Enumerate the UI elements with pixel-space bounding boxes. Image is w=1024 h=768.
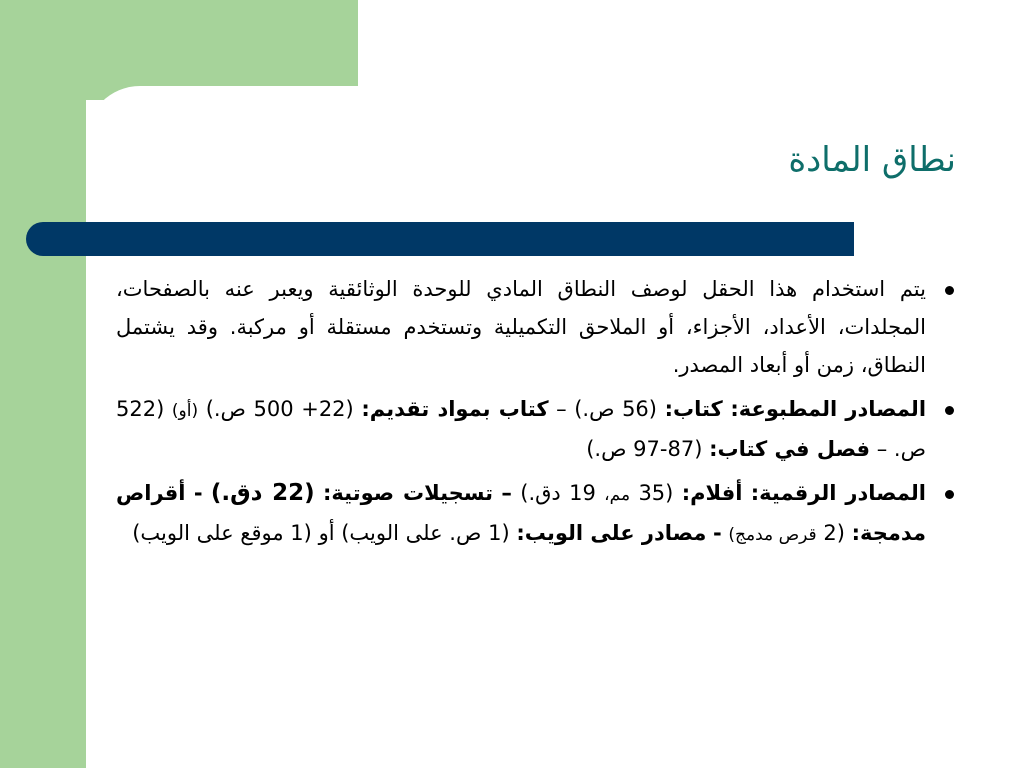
book-label: كتاب: [664,397,723,421]
bullet-text: يتم استخدام هذا الحقل لوصف النطاق المادي للوحدة الوثائقية ويعبر عنه بالصفحات، المجلدات، الأعداد، الأجزاء، أو الملاحق التكميلية وتستخدم مستقلة أو مركبة. وقد يشتمل النطاق، زمن أو أبعاد المصدر. [116,277,926,377]
chapter-label: فصل في كتاب: [709,437,871,461]
cd-value-text: قرص مدمج) [728,525,817,545]
films-value-open: (35 [638,481,674,505]
web-label: مصادر على الويب: [516,521,707,545]
bullet-item-digital-sources [116,474,956,554]
green-accent-left [0,0,86,768]
cd-value-open: (2 [823,521,845,545]
audio-value: (22 دق.) [210,480,315,506]
bullet-dot-icon [945,406,954,415]
book-with-materials-label: كتاب بمواد تقديم: [361,397,549,421]
films-value-mm: مم، [604,485,631,505]
dash-separator: - [713,521,722,545]
web-alt-value: (1 موقع على الويب) [132,521,312,545]
audio-label: تسجيلات صوتية: [323,481,494,505]
cd-label: أقراص مدمجة: [116,481,926,545]
bullet-dot-icon [945,490,954,499]
dash-separator: - [193,481,203,505]
web-value: (1 ص. على الويب) [341,521,510,545]
bullet-item-printed-sources [116,390,956,468]
dash-separator: – [501,481,512,505]
title-divider-bar [26,222,854,256]
films-value-min: 19 دق.) [520,481,596,505]
pages-value: (522 ص. – [116,397,926,461]
chapter-value: (87-97 ص.) [586,437,703,461]
digital-sources-label: المصادر الرقمية: [750,481,927,505]
films-label: أفلام: [681,481,743,505]
slide-content [116,270,956,560]
or-text: (أو) [171,401,199,421]
bullet-item-definition [116,270,956,384]
or-text: أو [318,521,335,545]
book-with-materials-value: (22+ 500 ص.) [205,397,354,421]
book-value: (56 ص.) – [556,397,657,421]
printed-sources-label: المصادر المطبوعة: [730,397,927,421]
slide-title: نطاق المادة [788,140,956,180]
bullet-dot-icon [945,286,954,295]
